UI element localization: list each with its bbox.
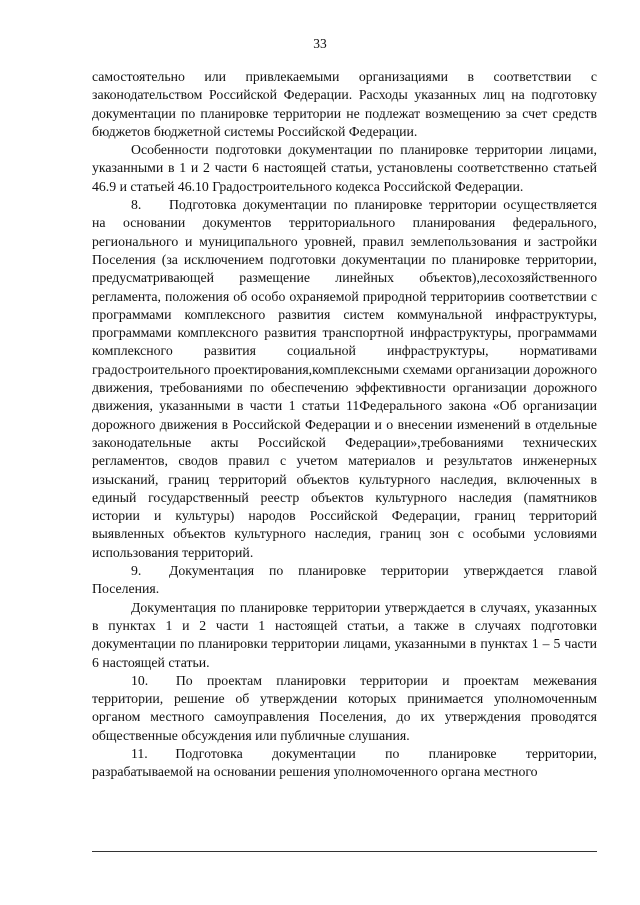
footer-divider <box>92 851 597 852</box>
paragraph-approval-cases: Документация по планировке территории утверждается в случаях, указанных в пунктах 1 и 2 части 1 настоящей статьи, а также в случаях подготовки документации по планировки территории лицами, указанными в пунктах 1 – 5 части 6 настоящей статьи. <box>92 599 597 670</box>
paragraph-item-11: 11. Подготовка документации по планировке территории, разрабатываемой на основании решения уполномоченного органа местного <box>92 745 597 780</box>
paragraph-item-9: 9. Документация по планировке территории утверждается главой Поселения. <box>92 563 597 597</box>
paragraph-continuation: самостоятельно или привлекаемыми организациями в соответствии с законодательством Российской Федерации. Расходы указанных лиц на подготовку документации по планировке территории не подлежат возмещению за счет средств бюджетов бюджетной системы Российской Федерации. <box>92 69 597 139</box>
paragraph-features: Особенности подготовки документации по планировке территории лицами, указанными в 1 и 2 части 6 настоящей статьи, установлены соответственно статьей 46.9 и статьей 46.10 Градостроительного кодекса Российской Федерации. <box>92 142 597 194</box>
page-number: 33 <box>313 36 327 51</box>
paragraph-item-10: 10. По проектам планировки территории и проектам межевания территории, решение об утверждении которых принимается уполномоченным органом местного самоуправления Поселения, до их утверждения проводятся общественные обсуждения или публичные слушания. <box>92 672 597 743</box>
paragraph-item-8: 8. Подготовка документации по планировке территории осуществляется на основании документов территориального планирования федерального, регионального и муниципального уровней, правил землепользования и застройки Поселения (за исключением подготовки документации по планировке территории, предусматривающей размещение линейных объектов),лесохозяйственного регламента, положения об особо охраняемой природной территориив соответствии с программами комплексного развития систем коммунальной инфраструктуры, программами комплексного развития транспортной инфраструктуры, программами комплексного развития социальной инфраструктуры, нормативами градостроительного проектирования,комплексными схемами организации дорожного движения, требованиями по обеспечению эффективности организации дорожного движения, указанными в части 1 статьи 11Федерального закона «Об организации дорожного движения в Российской Федерации и о внесении изменений в отдельные законодательные акты Российской Федерации»,требованиями технических регламентов, сводов правил с учетом материалов и результатов инженерных изысканий, границ территорий объектов культурного наследия, включенных в единый государственный реестр объектов культурного наследия (памятников истории и культуры) народов Российской Федерации, границ территорий выявленных объектов культурного наследия, границ зон с особыми условиями использования территорий. <box>92 197 597 560</box>
document-body <box>92 68 597 782</box>
